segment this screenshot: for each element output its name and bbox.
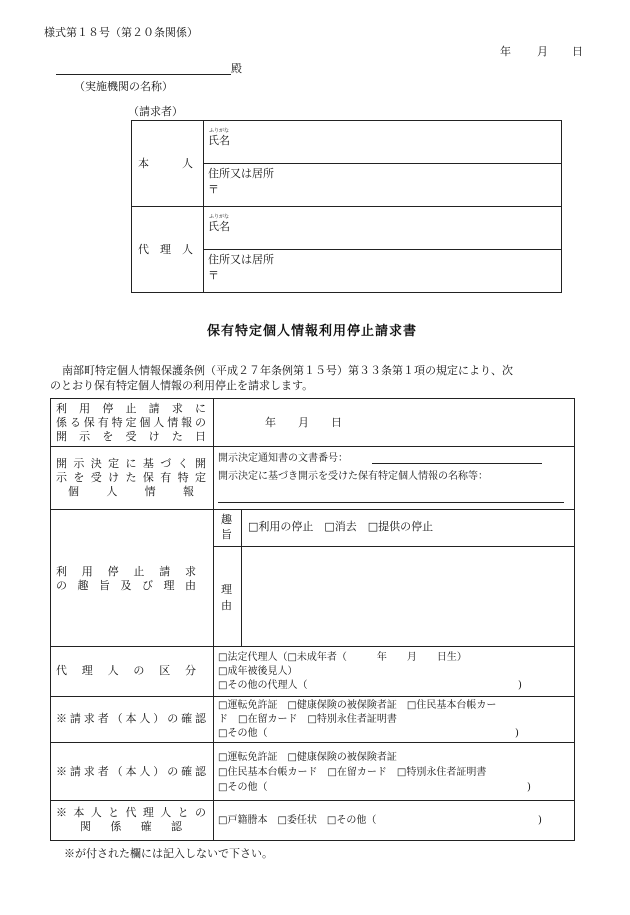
row5-line-3[interactable]: □その他（ [218,728,268,739]
purpose-label-2: 旨 [221,528,232,541]
row-sep-3 [50,646,575,647]
row4-line-3[interactable]: □その他の代理人（ [218,680,308,691]
purpose-options[interactable]: □利用の停止 □消去 □提供の停止 [248,520,434,533]
main-table-vline [213,398,214,841]
row5-line-2[interactable]: ド □在留カード □特別永住者証明書 [218,714,397,725]
row2-info-name-label: 開示決定に基づき開示を受けた保有特定個人情報の名称等： [218,471,488,482]
reason-label-2: 由 [221,599,232,612]
date-month: 月 [537,45,548,58]
row6-label: ※請求者（本人）の確認 [56,765,206,778]
row3-label: 利用停止請求 の趣旨及び理由 [56,565,196,592]
agent-address-label: 住所又は居所 [208,253,274,266]
row2-label: 開示決定に基づく開 示を受けた保有特定 個 人 情 報 [56,457,206,498]
org-caption: （実施機関の名称） [74,80,173,93]
row7-label: ※本人と代理人との 関 係 確 認 [56,806,206,833]
row-sep-6 [50,800,575,801]
row6-line-2[interactable]: □住民基本台帳カード □在留カード □特別永住者証明書 [218,767,487,778]
org-name-line [56,74,231,75]
row7-close-paren: ) [538,815,542,826]
agent-label: 代 理 人 [138,243,193,256]
agent-split [203,249,562,250]
form-number: 様式第１８号（第２０条関係） [44,26,198,39]
self-furigana: ふりがな [209,128,230,134]
reason-label-1: 理 [221,583,232,596]
self-label: 本 人 [138,157,193,170]
agent-furigana: ふりがな [209,214,230,220]
row-sep-4 [50,696,575,697]
row2-info-name-line [218,502,564,503]
agent-postal-mark: 〒 [208,269,219,282]
agent-name-label: 氏名 [208,220,230,233]
row4-line-2[interactable]: □成年被後見人） [218,666,298,677]
row5-line-1[interactable]: □運転免許証 □健康保険の被保険者証 □住民基本台帳カー [218,700,497,711]
row2-doc-number-line [372,463,542,464]
row6-line-1[interactable]: □運転免許証 □健康保険の被保険者証 [218,752,397,763]
self-name-label: 氏名 [208,134,230,147]
row7-options[interactable]: □戸籍謄本 □委任状 □その他（ [218,815,377,826]
row-sep-2 [50,509,575,510]
honorific: 殿 [231,62,242,75]
date-day: 日 [572,45,583,58]
row6-close-paren: ) [527,782,531,793]
row5-close-paren: ) [515,728,519,739]
row-sep-1 [50,446,575,447]
requester-table-mid [131,206,562,207]
requester-caption: （請求者） [128,105,183,118]
row4-label: 代理人の区分 [56,664,196,677]
self-split [203,163,562,164]
intro-line-1: 南部町特定個人情報保護条例（平成２７年条例第１５号）第３３条第１項の規定により、次 [62,364,513,377]
self-postal-mark: 〒 [208,183,219,196]
self-address-label: 住所又は居所 [208,167,274,180]
row-sep-5 [50,742,575,743]
row4-close-paren: ) [518,680,522,691]
reason-input-area[interactable] [242,547,574,645]
purpose-label-1: 趣 [221,513,232,526]
row2-doc-number-label: 開示決定通知書の文書番号： [218,453,348,464]
row1-label: 利用停止請求に 係る保有特定個人情報の 開示を受けた日 [56,402,206,443]
row4-line-1[interactable]: □法定代理人（□未成年者（ 年 月 日生） [218,652,467,663]
date-year: 年 [500,45,511,58]
row6-line-3[interactable]: □その他（ [218,782,268,793]
intro-line-2: のとおり保有特定個人情報の利用停止を請求します。 [50,379,314,392]
row1-date-value: 年 月 日 [265,416,342,429]
footnote: ※が付された欄には記入しないで下さい。 [64,847,273,860]
document-title: 保有特定個人情報利用停止請求書 [207,324,418,339]
row5-label: ※請求者（本人）の確認 [56,712,206,725]
